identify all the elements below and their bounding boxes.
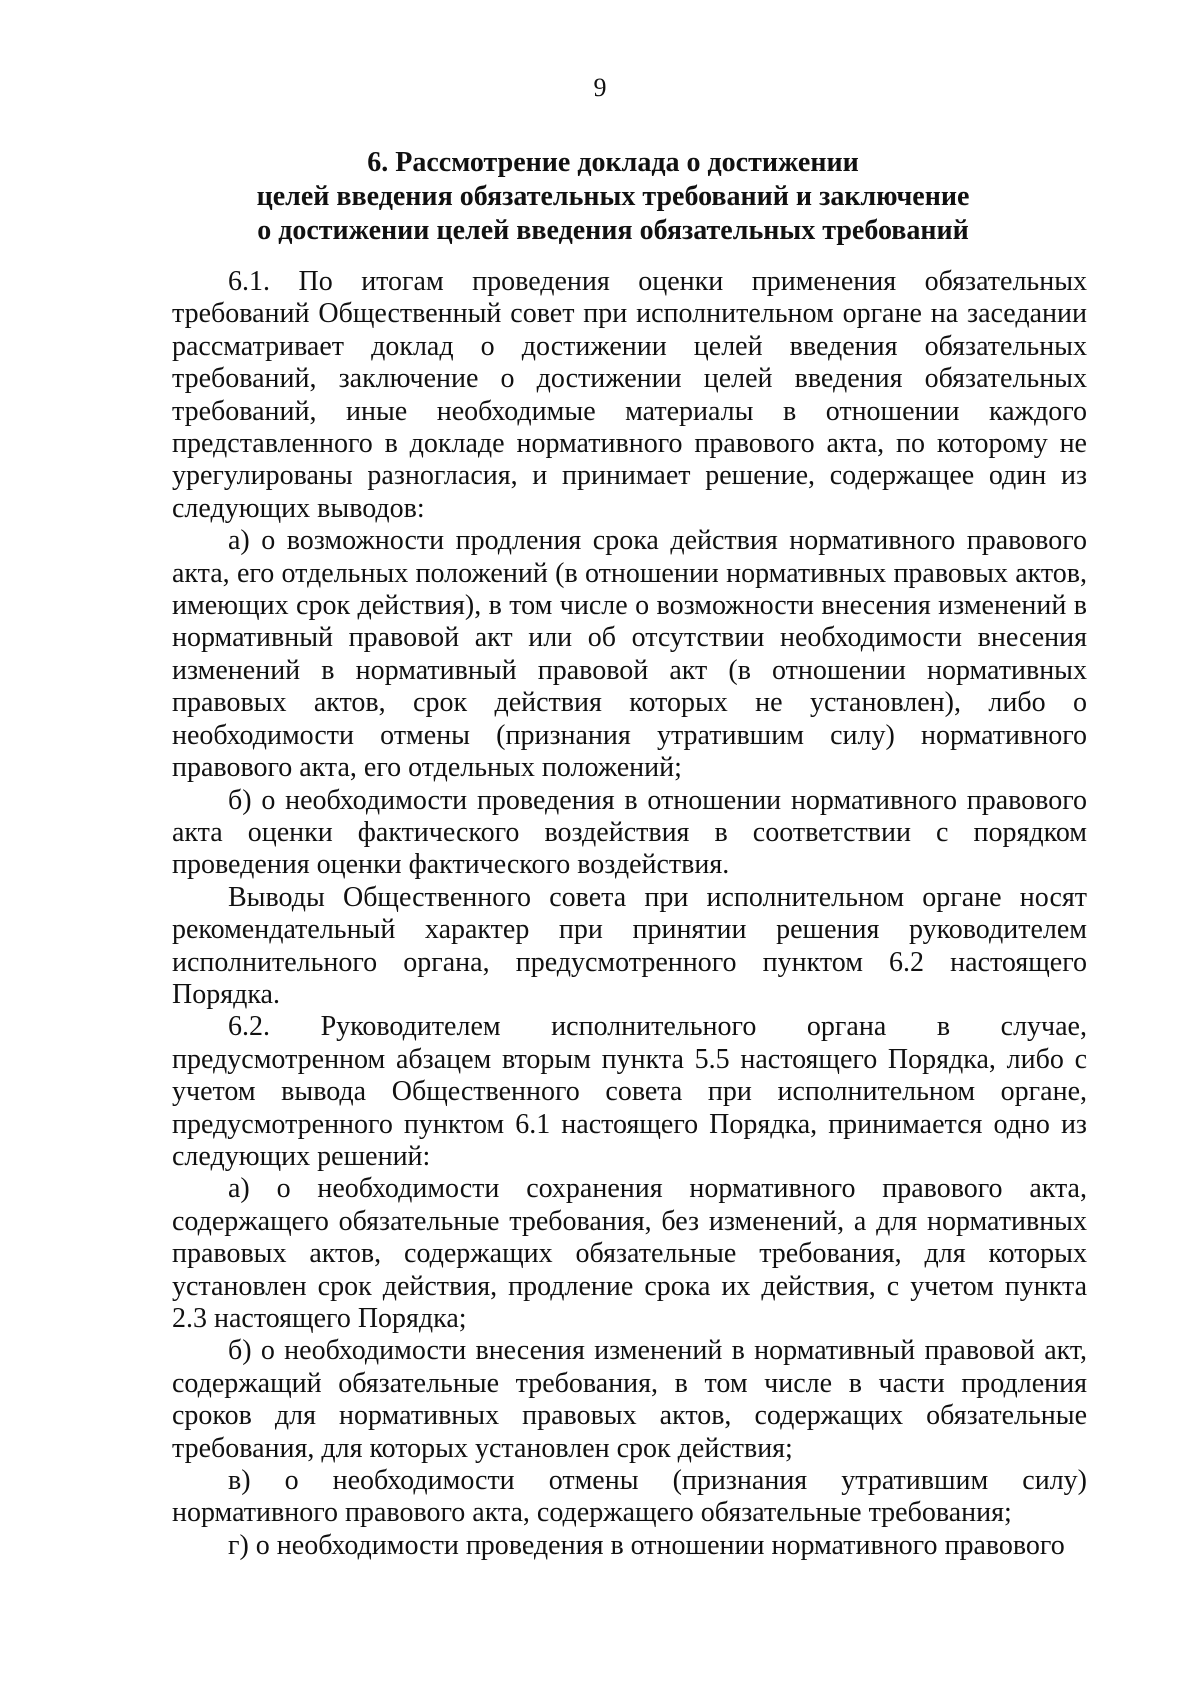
paragraph-6-1-b: б) о необходимости проведения в отношении нормативного правового акта оценки фактического воздействия в соответствии с порядком проведения оценки фактического воздействия. (172, 784, 1087, 881)
page-number: 9 (593, 73, 607, 102)
section-heading (160, 146, 1066, 248)
document-body (172, 266, 1087, 1562)
paragraph-6-1-a: а) о возможности продления срока действия нормативного правового акта, его отдельных положений (в отношении нормативных правовых актов, имеющих срок действия), в том числе о возможности внесения изменений в нормативный правовой акт или об отсутствии необходимости внесения изменений в нормативный правовой акт (в отношении нормативных правовых актов, срок действия которых не установлен), либо о необходимости отмены (признания утратившим силу) нормативного правового акта, его отдельных положений; (172, 525, 1087, 784)
section-heading-line-2: целей введения обязательных требований и заключение (256, 181, 970, 212)
section-heading-line-3: о достижении целей введения обязательных требований (257, 215, 969, 246)
paragraph-6-2-g: г) о необходимости проведения в отношении нормативного правового (228, 1529, 1065, 1561)
section-heading-line-1: 6. Рассмотрение доклада о достижении (367, 147, 859, 178)
paragraph-6-2-a: а) о необходимости сохранения нормативного правового акта, содержащего обязательные требования, без изменений, а для нормативных правовых актов, содержащих обязательные требования, для которых установлен срок действия, продление срока их действия, с учетом пункта 2.3 настоящего Порядка; (172, 1173, 1087, 1334)
paragraph-6-2-b: б) о необходимости внесения изменений в нормативный правовой акт, содержащий обязательные требования, в том числе в части продления сроков для нормативных правовых актов, содержащих обязательные требования, для которых установлен срок действия; (172, 1335, 1087, 1464)
paragraph-council-conclusions: Выводы Общественного совета при исполнительном органе носят рекомендательный характер при принятии решения руководителем исполнительного органа, предусмотренного пунктом 6.2 настоящего Порядка. (172, 881, 1087, 1010)
paragraph-6-1: 6.1. По итогам проведения оценки применения обязательных требований Общественный совет при исполнительном органе на заседании рассматривает доклад о достижении целей введения обязательных требований, заключение о достижении целей введения обязательных требований, иные необходимые материалы в отношении каждого представленного в докладе нормативного правового акта, по которому не урегулированы разногласия, и принимает решение, содержащее один из следующих выводов: (172, 266, 1087, 524)
paragraph-6-2-v: в) о необходимости отмены (признания утратившим силу) нормативного правового акта, содержащего обязательные требования; (172, 1465, 1087, 1529)
paragraph-6-2: 6.2. Руководителем исполнительного органа в случае, предусмотренном абзацем вторым пункта 5.5 настоящего Порядка, либо с учетом вывода Общественного совета при исполнительном органе, предусмотренного пунктом 6.1 настоящего Порядка, принимается одно из следующих решений: (172, 1011, 1087, 1172)
